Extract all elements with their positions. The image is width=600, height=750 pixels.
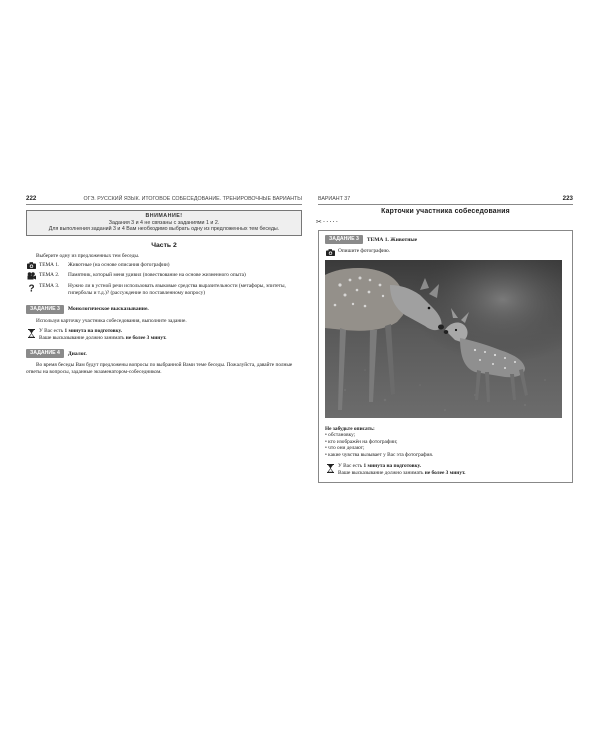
remember-item: • обстановку; (325, 432, 356, 438)
attention-title: ВНИМАНИЕ! (145, 213, 183, 219)
left-running-head (26, 193, 302, 205)
prep-notice (325, 463, 566, 476)
part-title: Часть 2 (151, 241, 177, 249)
prep-bold: 1 минута на подготовку. (64, 328, 122, 335)
running-header-text: ОГЭ. РУССКИЙ ЯЗЫК. ИТОГОВОЕ СОБЕСЕДОВАНИЕ. ТРЕНИРОВОЧНЫЕ ВАРИАНТЫ (83, 196, 302, 202)
hourglass-icon (26, 329, 36, 338)
task-title: Диалог. (67, 350, 87, 357)
topic-row (26, 272, 302, 280)
task3-header (26, 305, 302, 314)
prep-text: У Вас есть (39, 328, 65, 335)
task-badge: ЗАДАНИЕ 3 (325, 235, 363, 244)
topic-row (26, 262, 302, 269)
scissors-icon: ✂····· (316, 218, 339, 226)
topic-text: Животные (на основе описания фотографии) (68, 262, 170, 269)
deer-photo (325, 260, 562, 418)
attention-line: Для выполнения заданий 3 и 4 Вам необходимо выбрать одну из предложенных тем беседы. (48, 226, 280, 233)
task-badge: ЗАДАНИЕ 3 (26, 305, 64, 314)
topic-text: Нужно ли в устной речи использовать языковые средства выразительности (метафоры, эпитеты, гиперболы и т.д.)? (рассуждение по поставленному вопросу) (68, 283, 286, 296)
running-header-text: ВАРИАНТ 37 (318, 196, 351, 202)
task-title: Монологическое высказывание. (67, 306, 149, 313)
topic-title: ТЕМА 1. Животные (366, 236, 418, 243)
prep-text: У Вас есть (338, 463, 364, 470)
hourglass-icon (325, 464, 335, 473)
choose-topic-text: Выберите одну из предложенных тем беседы. (36, 252, 140, 259)
remember-item: • кто изображён на фотографии; (325, 438, 398, 445)
right-page (316, 193, 573, 476)
topic-row (26, 283, 302, 296)
topic-name: ТЕМА 3. (39, 283, 60, 290)
prep-bold: не более 3 минут. (424, 469, 466, 476)
remember-item: • что они делают; (325, 445, 365, 452)
question-mark-icon (26, 283, 36, 293)
task-text: Используя карточку участника собеседования, выполните задание. (36, 317, 187, 324)
card-task-header (325, 235, 566, 244)
page-number: 222 (26, 195, 37, 202)
page-number: 223 (562, 195, 573, 202)
svg-text:?: ? (28, 283, 35, 294)
camera-icon (325, 249, 335, 256)
prep-text: Ваше высказывание должно занимать (39, 334, 126, 341)
prep-bold: не более 3 минут. (125, 334, 167, 341)
prep-bold: 1 минута на подготовку. (363, 463, 421, 470)
task-badge: ЗАДАНИЕ 4 (26, 349, 64, 358)
topic-name: ТЕМА 2. (39, 272, 60, 279)
right-running-head (318, 193, 573, 205)
card-title: Карточки участника собеседования (381, 208, 510, 215)
instruction-row (325, 248, 566, 256)
left-page (26, 193, 302, 376)
prep-notice (26, 328, 302, 341)
topic-text: Памятник, который меня удивил (повествование на основе жизненного опыта) (68, 272, 246, 279)
film-camera-icon (26, 272, 36, 280)
task4-header (26, 349, 302, 358)
camera-icon (26, 262, 36, 269)
topic-name: ТЕМА 1. (39, 262, 60, 269)
attention-line: Задания 3 и 4 не связаны с заданиями 1 и 2. (108, 219, 220, 226)
task-text: Во время беседы Вам будут предложены вопросы по выбранной Вами теме беседы. Пожалуйста, давайте полные ответы на вопросы, заданные экзаменатором-собеседником. (26, 362, 293, 375)
prep-text: Ваше высказывание должно занимать (338, 469, 425, 476)
remember-title: Не забудьте описать: (325, 426, 375, 432)
attention-box (26, 210, 302, 236)
participant-card (318, 230, 573, 483)
remember-item: • какие чувства вызывает у Вас эта фотография. (325, 451, 434, 458)
instruction-text: Опишите фотографию. (338, 248, 391, 254)
